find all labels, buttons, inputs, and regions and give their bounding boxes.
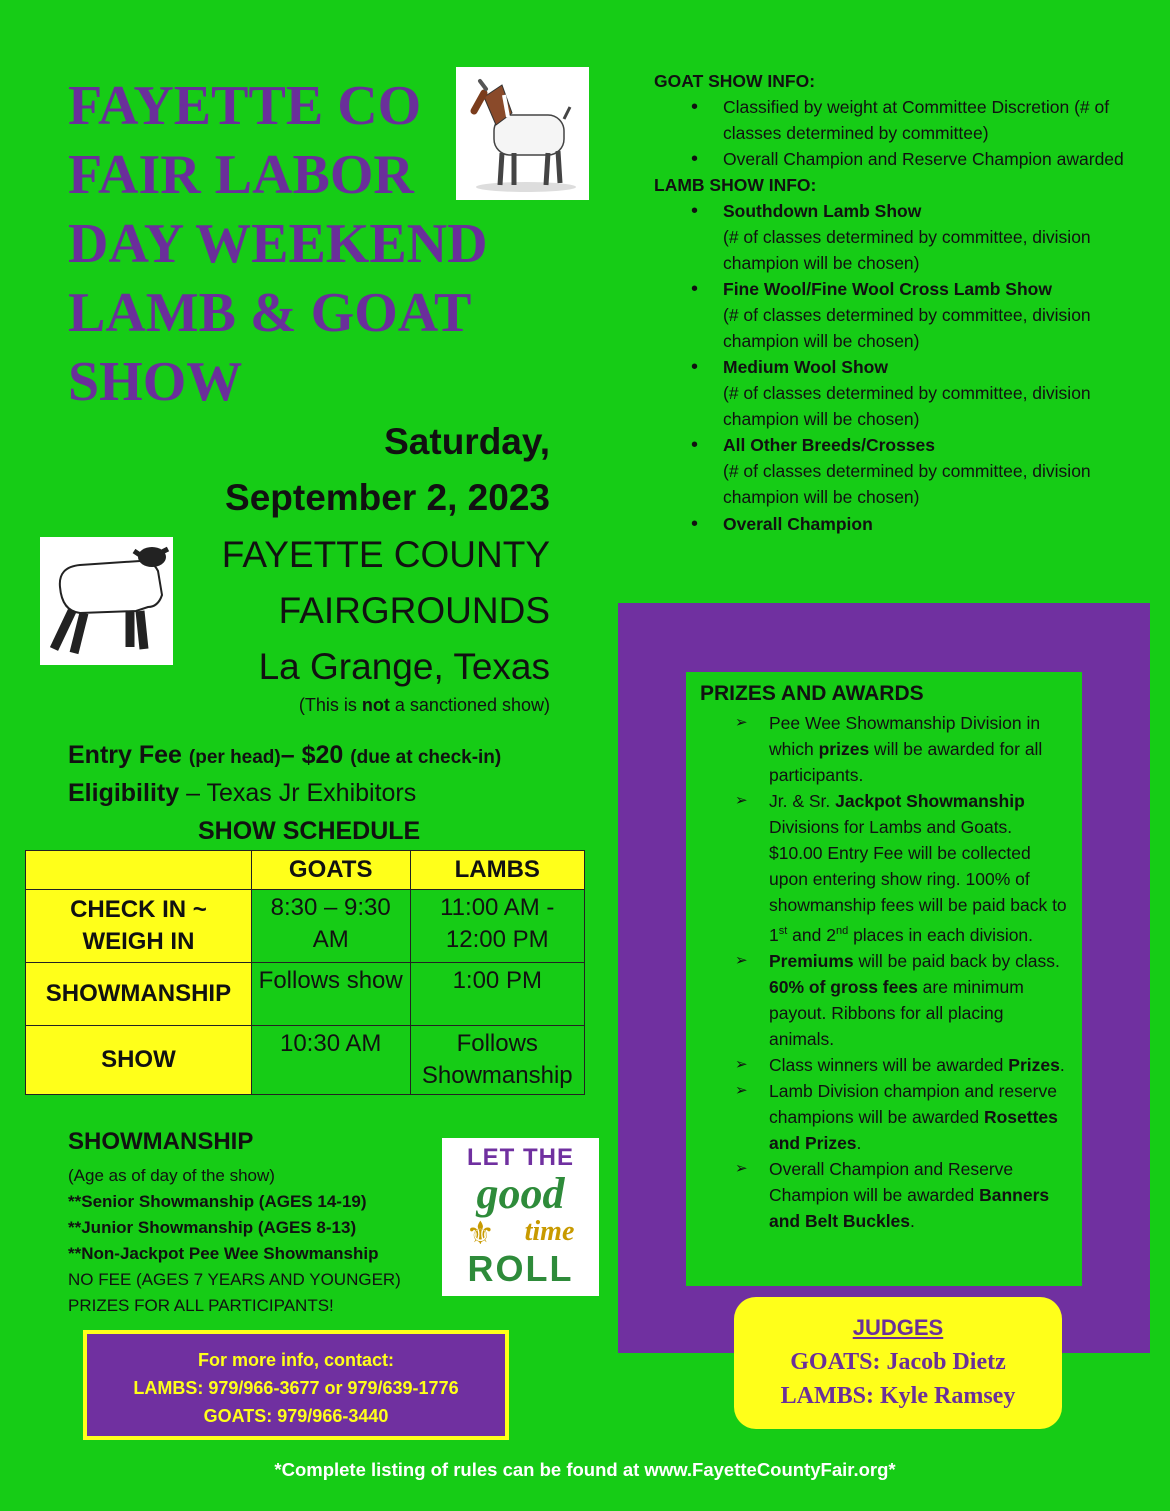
table-cell: Follows Showmanship: [410, 1026, 584, 1095]
senior-division: **Senior Showmanship (AGES 14-19): [68, 1192, 367, 1211]
schedule-table: [25, 850, 585, 1095]
age-note: (Age as of day of the show): [68, 1166, 275, 1185]
list-item: • Overall Champion: [723, 511, 1124, 537]
venue-city: La Grange, Texas: [258, 646, 550, 687]
list-item: ➢ Lamb Division champion and reserve champions will be awarded Rosettes and Prizes.: [769, 1078, 1070, 1156]
list-item: ➢ Pee Wee Showmanship Division in which prizes will be awarded for all participants.: [769, 710, 1070, 788]
row-label: CHECK IN ~ WEIGH IN: [26, 890, 252, 963]
list-item: • Southdown Lamb Show (# of classes determined by committee, division champion will be chosen): [723, 198, 1124, 276]
list-item: • All Other Breeds/Crosses (# of classes determined by committee, division champion will be chosen): [723, 432, 1124, 510]
event-date: September 2, 2023: [225, 477, 550, 518]
sanction-note: (This is not a sanctioned show): [298, 695, 550, 715]
badge-line: ROLL: [467, 1248, 574, 1289]
badge-line: LET THE: [467, 1144, 574, 1171]
title-line: SHOW: [68, 351, 243, 413]
venue-line-1: FAYETTE COUNTY: [221, 534, 550, 575]
event-day: Saturday,: [384, 421, 550, 462]
junior-division: **Junior Showmanship (AGES 8-13): [68, 1218, 357, 1237]
schedule-title: SHOW SCHEDULE: [198, 817, 421, 845]
list-item: • Classified by weight at Committee Discretion (# of classes determined by committee): [723, 94, 1124, 146]
show-info: [654, 68, 1124, 537]
row-label: SHOWMANSHIP: [26, 963, 252, 1026]
list-item: • Overall Champion and Reserve Champion awarded: [723, 146, 1124, 172]
judges-box: [734, 1297, 1062, 1429]
prizes-note: PRIZES FOR ALL PARTICIPANTS!: [68, 1296, 334, 1315]
showmanship-heading: SHOWMANSHIP: [68, 1128, 254, 1155]
goat-info-list: [654, 94, 1124, 172]
table-row: [26, 890, 585, 963]
venue-line-2: FAIRGROUNDS: [278, 590, 550, 631]
prizes-list: [700, 710, 1070, 1234]
table-cell: Follows show: [251, 963, 410, 1026]
badge-line: good: [476, 1169, 565, 1218]
row-label: SHOW: [26, 1026, 252, 1095]
title-line: FAYETTE CO: [68, 75, 422, 137]
entry-fee: Entry Fee (per head)– $20 (due at check-in): [68, 741, 502, 769]
goats-contact: GOATS: 979/966-3440: [203, 1406, 389, 1426]
table-cell: 10:30 AM: [251, 1026, 410, 1095]
judges-heading: JUDGES: [852, 1315, 944, 1340]
lambs-contact: LAMBS: 979/966-3677 or 979/639-1776: [133, 1378, 459, 1398]
no-fee-note: NO FEE (AGES 7 YEARS AND YOUNGER): [68, 1270, 401, 1289]
list-item: ➢ Overall Champion and Reserve Champion will be awarded Banners and Belt Buckles.: [769, 1156, 1070, 1234]
table-cell: 8:30 – 9:30 AM: [251, 890, 410, 963]
lambs-judge: LAMBS: Kyle Ramsey: [780, 1383, 1016, 1409]
contact-box: [83, 1330, 509, 1440]
eligibility: Eligibility – Texas Jr Exhibitors: [68, 779, 417, 807]
footer-note: *Complete listing of rules can be found at www.FayetteCountyFair.org*: [274, 1459, 896, 1480]
table-cell: 1:00 PM: [410, 963, 584, 1026]
lamb-info-heading: LAMB SHOW INFO:: [654, 175, 817, 195]
title-line: LAMB & GOAT: [68, 282, 472, 344]
list-item: • Medium Wool Show (# of classes determined by committee, division champion will be chosen): [723, 354, 1124, 432]
table-row: [26, 1026, 585, 1095]
prizes-heading: PRIZES AND AWARDS: [700, 682, 924, 705]
table-cell: [26, 851, 252, 890]
goats-judge: GOATS: Jacob Dietz: [790, 1349, 1006, 1375]
goat-illustration: [456, 67, 589, 200]
badge-line: time: [524, 1216, 575, 1247]
table-cell: 11:00 AM - 12:00 PM: [410, 890, 584, 963]
column-header-goats: GOATS: [251, 851, 410, 890]
table-row: [26, 963, 585, 1026]
list-item: ➢ Class winners will be awarded Prizes.: [769, 1052, 1070, 1078]
column-header-lambs: LAMBS: [410, 851, 584, 890]
title-line: DAY WEEKEND: [68, 213, 488, 275]
prizes-box: [686, 672, 1082, 1286]
goat-info-heading: GOAT SHOW INFO:: [654, 71, 816, 91]
list-item: ➢ Jr. & Sr. Jackpot Showmanship Divisions for Lambs and Goats. $10.00 Entry Fee will be collected upon entering show ring. 100% of showmanship fees will be paid back to 1st and 2nd places in each division.: [769, 788, 1070, 948]
lamb-info-list: [654, 198, 1124, 537]
fleur-de-lis-icon: ⚜: [466, 1215, 495, 1251]
let-the-good-time-roll-badge: [442, 1138, 599, 1296]
title-line: FAIR LABOR: [68, 144, 414, 206]
table-row: [26, 851, 585, 890]
peewee-division: **Non-Jackpot Pee Wee Showmanship: [68, 1244, 379, 1263]
list-item: • Fine Wool/Fine Wool Cross Lamb Show (# of classes determined by committee, division champion will be chosen): [723, 276, 1124, 354]
lamb-illustration: [40, 537, 173, 665]
contact-heading: For more info, contact:: [197, 1350, 394, 1370]
list-item: ➢ Premiums will be paid back by class. 60% of gross fees are minimum payout. Ribbons for all placing animals.: [769, 948, 1070, 1052]
showmanship-details: [68, 1163, 401, 1319]
